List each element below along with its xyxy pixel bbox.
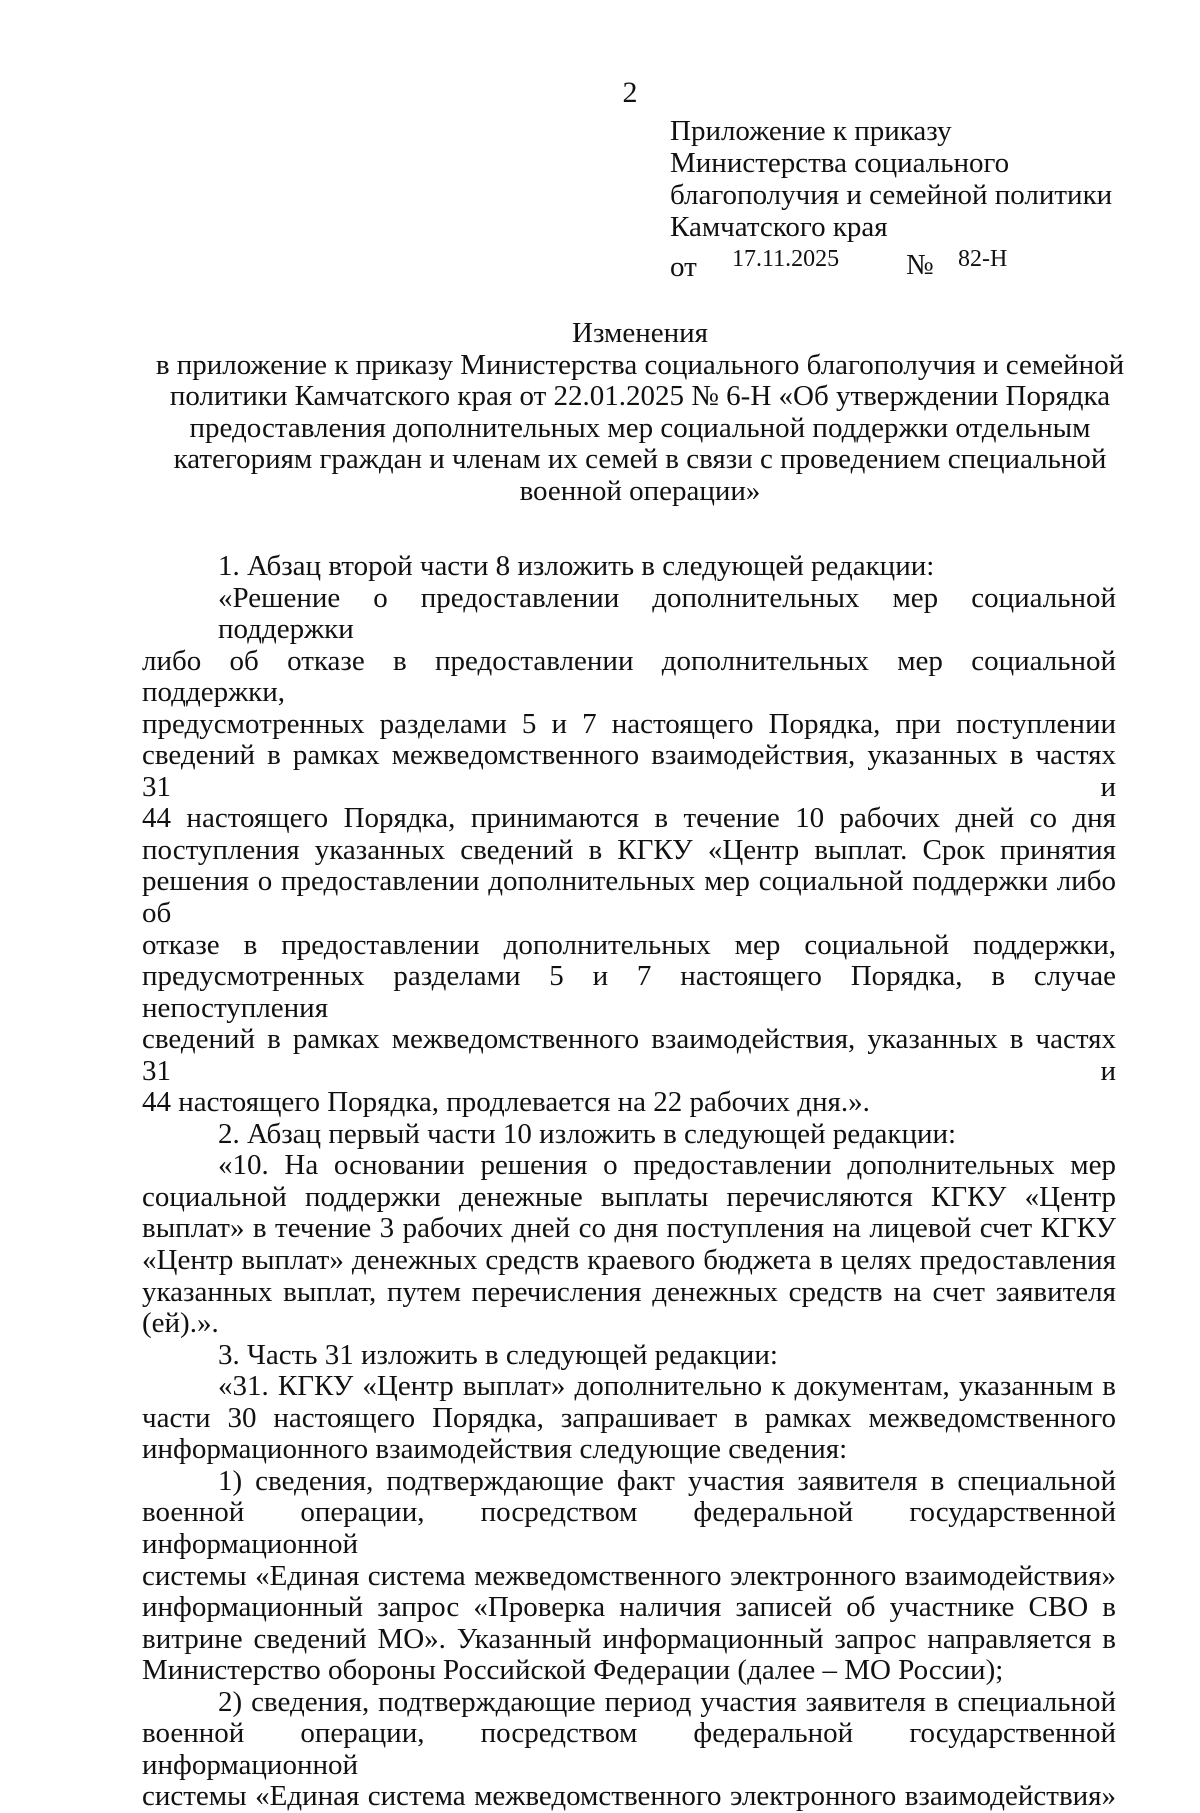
document-title bbox=[142, 318, 1138, 507]
body-line: 44 настоящего Порядка, продлевается на 22 рабочих дня.». bbox=[142, 1086, 870, 1119]
body-line: военной операции, посредством федеральной государственной информационной bbox=[142, 1496, 1116, 1560]
title-line: политики Камчатского края от 22.01.2025 № 6-Н «Об утверждении Порядка bbox=[169, 380, 1111, 412]
body-line: системы «Единая система межведомственного электронного взаимодействия» bbox=[142, 1780, 1116, 1813]
body-line: системы «Единая система межведомственного электронного взаимодействия» bbox=[142, 1559, 1116, 1592]
body-line: предусмотренных разделами 5 и 7 настоящего Порядка, при поступлении bbox=[142, 707, 1116, 740]
body-line: 1) сведения, подтверждающие факт участия заявителя в специальной bbox=[218, 1464, 1116, 1497]
title-line: Изменения bbox=[572, 317, 708, 349]
order-number: 82-Н bbox=[958, 246, 1008, 272]
body-line: «10. На основании решения о предоставлении дополнительных мер bbox=[218, 1149, 1116, 1182]
body-line: «Центр выплат» денежных средств краевого бюджета в целях предоставления bbox=[142, 1244, 1116, 1277]
title-line: военной операции» bbox=[519, 474, 761, 507]
body-line: Министерство обороны Российской Федерации (далее – МО России); bbox=[142, 1654, 1004, 1687]
body-line: 2) сведения, подтверждающие период участия заявителя в специальной bbox=[218, 1685, 1116, 1718]
body-line: информационного взаимодействия следующие сведения: bbox=[142, 1433, 848, 1466]
body-line: выплат» в течение 3 рабочих дней со дня поступления на лицевой счет КГКУ bbox=[142, 1212, 1116, 1245]
body-line: (ей).». bbox=[142, 1307, 219, 1340]
body-line: сведений в рамках межведомственного взаимодействия, указанных в частях 31 и bbox=[142, 739, 1116, 803]
number-sign: № bbox=[906, 249, 934, 281]
body-line: «31. КГКУ «Центр выплат» дополнительно к документам, указанным в bbox=[218, 1370, 1116, 1403]
body-line: 44 настоящего Порядка, принимаются в течение 10 рабочих дней со дня bbox=[142, 802, 1116, 835]
title-line: категориям граждан и членам их семей в связи с проведением специальной bbox=[173, 443, 1107, 475]
body-line: «Решение о предоставлении дополнительных мер социальной поддержки bbox=[218, 581, 1116, 646]
body-line: военной операции, посредством федеральной государственной информационной bbox=[142, 1717, 1116, 1781]
appendix-header bbox=[670, 115, 1140, 283]
body-line: 2. Абзац первый части 10 изложить в следующей редакции: bbox=[218, 1117, 957, 1150]
body-line: отказе в предоставлении дополнительных мер социальной поддержки, bbox=[142, 928, 1116, 961]
title-line: в приложение к приказу Министерства социального благополучия и семейной bbox=[155, 348, 1125, 381]
title-line: предоставления дополнительных мер социальной поддержки отдельным bbox=[189, 411, 1091, 444]
order-reference bbox=[670, 243, 1140, 283]
body-line: предусмотренных разделами 5 и 7 настоящего Порядка, в случае непоступления bbox=[142, 960, 1116, 1024]
appendix-line: Министерства социального bbox=[670, 147, 1010, 179]
body-line: решения о предоставлении дополнительных мер социальной поддержки либо об bbox=[142, 865, 1116, 930]
appendix-line: Камчатского края bbox=[670, 211, 888, 243]
body-line: социальной поддержки денежные выплаты перечисляются КГКУ «Центр bbox=[142, 1180, 1116, 1213]
body-line: информационный запрос «Проверка наличия записей об участнике СВО в bbox=[142, 1591, 1116, 1624]
body-line: либо об отказе в предоставлении дополнительных мер социальной поддержки, bbox=[142, 644, 1116, 709]
from-label: от bbox=[670, 251, 697, 283]
body-line: части 30 настоящего Порядка, запрашивает в рамках межведомственного bbox=[142, 1401, 1116, 1434]
appendix-line: благополучия и семейной политики bbox=[670, 179, 1113, 211]
body-line: витрине сведений МО». Указанный информационный запрос направляется в bbox=[142, 1622, 1116, 1655]
body-line: 1. Абзац второй части 8 изложить в следующей редакции: bbox=[218, 550, 935, 582]
page-number: 2 bbox=[622, 76, 638, 109]
body-line: сведений в рамках межведомственного взаимодействия, указанных в частях 31 и bbox=[142, 1023, 1116, 1087]
document-body bbox=[142, 551, 1116, 1813]
body-line: указанных выплат, путем перечисления денежных средств на счет заявителя bbox=[142, 1275, 1116, 1308]
order-date: 17.11.2025 bbox=[732, 246, 840, 272]
appendix-line: Приложение к приказу bbox=[670, 115, 952, 147]
body-line: 3. Часть 31 изложить в следующей редакции: bbox=[218, 1338, 778, 1371]
body-line: поступления указанных сведений в КГКУ «Центр выплат. Срок принятия bbox=[142, 833, 1116, 866]
